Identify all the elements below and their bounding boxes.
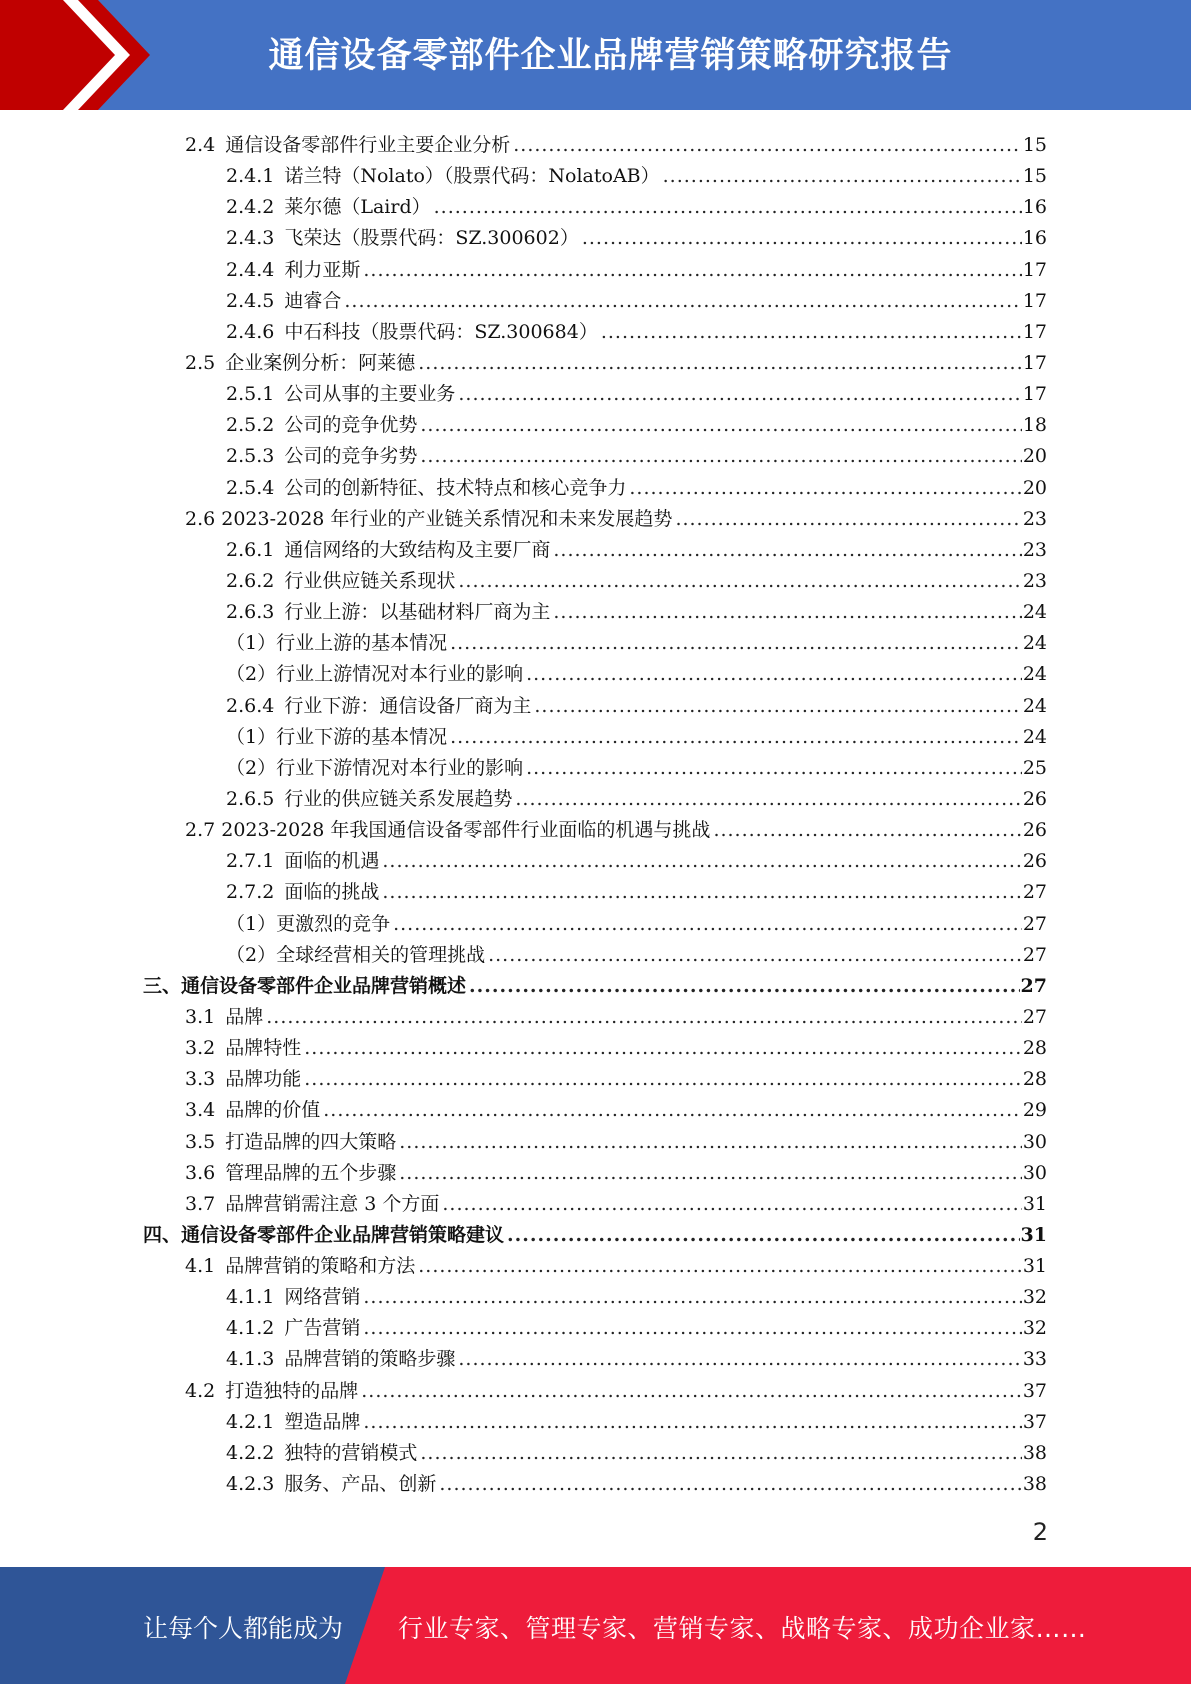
toc-entry-number: 2.4.4 bbox=[226, 258, 275, 281]
toc-entry[interactable] bbox=[0, 1127, 1191, 1158]
toc-dot-leader bbox=[458, 566, 1021, 597]
toc-entry[interactable] bbox=[0, 971, 1191, 1002]
toc-dot-leader bbox=[450, 722, 1022, 753]
toc-entry-number: 2.4.5 bbox=[226, 289, 275, 312]
toc-entry-page: 24 bbox=[1022, 663, 1047, 686]
toc-entry-page: 15 bbox=[1022, 134, 1047, 156]
toc-entry-title: 利力亚斯 bbox=[284, 258, 361, 281]
toc-dot-leader bbox=[344, 286, 1021, 317]
toc-entry[interactable] bbox=[0, 1344, 1191, 1375]
toc-entry-title: （2）全球经营相关的管理挑战 bbox=[226, 943, 486, 966]
toc-dot-leader bbox=[363, 1282, 1021, 1313]
toc-entry-number: 4.2.2 bbox=[226, 1441, 275, 1464]
toc-dot-leader bbox=[663, 161, 1022, 192]
toc-entry-number: 3.6 bbox=[185, 1161, 216, 1184]
toc-dot-leader bbox=[418, 348, 1022, 379]
toc-entry-title: 打造品牌的四大策略 bbox=[225, 1130, 397, 1153]
toc-dot-leader bbox=[361, 1376, 1022, 1407]
toc-entry-page: 32 bbox=[1022, 1317, 1047, 1340]
toc-dot-leader bbox=[469, 971, 1020, 1002]
toc-entry-number: 2.6.2 bbox=[226, 569, 275, 592]
toc-entry[interactable] bbox=[0, 691, 1191, 722]
toc-entry-page: 38 bbox=[1022, 1473, 1047, 1496]
toc-entry-page: 23 bbox=[1022, 538, 1047, 561]
toc-dot-leader bbox=[515, 784, 1021, 815]
toc-entry-number: 3.2 bbox=[185, 1037, 216, 1060]
toc-entry-page: 37 bbox=[1022, 1410, 1047, 1433]
toc-entry-page: 37 bbox=[1022, 1379, 1047, 1402]
toc-entry-number: 2.6.3 bbox=[226, 601, 275, 624]
toc-entry-page: 27 bbox=[1022, 943, 1047, 966]
toc-dot-leader bbox=[363, 1313, 1021, 1344]
toc-entry-title: 品牌功能 bbox=[225, 1068, 302, 1091]
toc-entry[interactable] bbox=[0, 348, 1191, 379]
toc-entry-page: 17 bbox=[1022, 351, 1047, 374]
toc-entry[interactable] bbox=[0, 1251, 1191, 1282]
toc-entry[interactable] bbox=[0, 1158, 1191, 1189]
toc-entry-number: 2.4.3 bbox=[226, 227, 275, 250]
toc-entry[interactable] bbox=[0, 909, 1191, 940]
toc-entry-number: 2.6.1 bbox=[226, 538, 275, 561]
toc-entry-page: 38 bbox=[1022, 1441, 1047, 1464]
toc-entry[interactable] bbox=[0, 255, 1191, 286]
toc-dot-leader bbox=[534, 691, 1021, 722]
toc-entry-title: 面临的机遇 bbox=[284, 850, 380, 873]
toc-entry-page: 24 bbox=[1022, 725, 1047, 748]
toc-entry-page: 17 bbox=[1022, 258, 1047, 281]
toc-entry[interactable] bbox=[0, 317, 1191, 348]
toc-entry-title: 2.6 2023-2028 年行业的产业链关系情况和未来发展趋势 bbox=[185, 507, 673, 530]
toc-entry[interactable] bbox=[0, 130, 1191, 161]
toc-dot-leader bbox=[458, 379, 1021, 410]
toc-entry-title: 品牌营销需注意 3 个方面 bbox=[225, 1192, 440, 1215]
toc-entry-page: 27 bbox=[1020, 974, 1047, 997]
toc-entry[interactable] bbox=[0, 815, 1191, 846]
toc-entry-number: 4.2.3 bbox=[226, 1473, 275, 1496]
toc-dot-leader bbox=[420, 1438, 1021, 1469]
toc-entry-number: 2.5.3 bbox=[226, 445, 275, 468]
toc-entry-page: 20 bbox=[1022, 445, 1047, 468]
toc-entry-title: 管理品牌的五个步骤 bbox=[225, 1161, 397, 1184]
toc-entry-number: 2.4.6 bbox=[226, 320, 275, 343]
toc-entry[interactable] bbox=[0, 1282, 1191, 1313]
toc-entry-title: 四、通信设备零部件企业品牌营销策略建议 bbox=[143, 1223, 505, 1246]
toc-entry[interactable] bbox=[0, 1313, 1191, 1344]
footer-slogan-left: 让每个人都能成为 bbox=[143, 1614, 344, 1643]
toc-entry-title: 行业上游：以基础材料厂商为主 bbox=[284, 601, 551, 624]
toc-entry-page: 23 bbox=[1022, 507, 1047, 530]
toc-entry[interactable] bbox=[0, 1438, 1191, 1469]
toc-entry-title: 迪睿合 bbox=[284, 289, 342, 312]
toc-entry-number: 4.2 bbox=[185, 1379, 216, 1402]
report-title: 通信设备零部件企业品牌营销策略研究报告 bbox=[268, 36, 953, 76]
toc-entry[interactable] bbox=[0, 223, 1191, 254]
toc-dot-leader bbox=[266, 1002, 1022, 1033]
toc-entry-title: 公司的创新特征、技术特点和核心竞争力 bbox=[284, 476, 627, 499]
toc-dot-leader bbox=[399, 1158, 1022, 1189]
toc-entry-page: 15 bbox=[1022, 165, 1047, 188]
toc-dot-leader bbox=[418, 1251, 1022, 1282]
toc-entry-number: 2.6.5 bbox=[226, 787, 275, 810]
toc-dot-leader bbox=[513, 130, 1022, 161]
toc-entry-title: 企业案例分析：阿莱德 bbox=[225, 351, 416, 374]
toc-entry[interactable] bbox=[0, 877, 1191, 908]
toc-entry-page: 27 bbox=[1022, 881, 1047, 904]
toc-entry-number: 2.5.2 bbox=[226, 414, 275, 437]
toc-dot-leader bbox=[442, 1189, 1021, 1220]
toc-entry-number: 3.1 bbox=[185, 1005, 216, 1028]
toc-entry[interactable] bbox=[0, 410, 1191, 441]
toc-dot-leader bbox=[553, 597, 1021, 628]
toc-dot-leader bbox=[304, 1064, 1022, 1095]
toc-entry-number: 2.7.1 bbox=[226, 850, 275, 873]
toc-dot-leader bbox=[526, 659, 1022, 690]
toc-entry[interactable] bbox=[0, 1033, 1191, 1064]
toc-entry-page: 29 bbox=[1022, 1099, 1047, 1122]
toc-entry-title: 行业的供应链关系发展趋势 bbox=[284, 787, 513, 810]
toc-entry[interactable] bbox=[0, 753, 1191, 784]
toc-entry[interactable] bbox=[0, 504, 1191, 535]
toc-entry-title: （1）行业上游的基本情况 bbox=[226, 632, 448, 655]
toc-entry[interactable] bbox=[0, 566, 1191, 597]
toc-entry-page: 31 bbox=[1022, 1255, 1047, 1278]
toc-entry[interactable] bbox=[0, 1376, 1191, 1407]
toc-dot-leader bbox=[526, 753, 1022, 784]
toc-entry-title: 品牌营销的策略和方法 bbox=[225, 1255, 416, 1278]
toc-entry-page: 32 bbox=[1022, 1286, 1047, 1309]
toc-dot-leader bbox=[450, 628, 1022, 659]
toc-entry-number: 3.7 bbox=[185, 1192, 216, 1215]
toc-entry-number: 3.4 bbox=[185, 1099, 216, 1122]
toc-entry-page: 24 bbox=[1022, 601, 1047, 624]
toc-entry-page: 30 bbox=[1022, 1130, 1047, 1153]
toc-entry-title: 2.7 2023-2028 年我国通信设备零部件行业面临的机遇与挑战 bbox=[185, 819, 711, 842]
toc-dot-leader bbox=[488, 940, 1022, 971]
toc-entry[interactable] bbox=[0, 1469, 1191, 1500]
toc-entry-title: 公司的竞争优势 bbox=[284, 414, 418, 437]
toc-entry-page: 30 bbox=[1022, 1161, 1047, 1184]
toc-dot-leader bbox=[363, 1407, 1021, 1438]
toc-entry-title: 通信网络的大致结构及主要厂商 bbox=[284, 538, 551, 561]
toc-entry-page: 28 bbox=[1022, 1068, 1047, 1091]
toc-dot-leader bbox=[713, 815, 1021, 846]
toc-entry-title: 塑造品牌 bbox=[284, 1410, 361, 1433]
toc-entry[interactable] bbox=[0, 628, 1191, 659]
toc-entry-number: 2.5 bbox=[185, 351, 216, 374]
toc-entry-title: 飞荣达（股票代码：SZ.300602） bbox=[284, 227, 579, 250]
toc-entry[interactable] bbox=[0, 1220, 1191, 1251]
toc-entry-title: 公司的竞争劣势 bbox=[284, 445, 418, 468]
toc-entry-title: 中石科技（股票代码：SZ.300684） bbox=[284, 320, 598, 343]
toc-entry-page: 17 bbox=[1022, 320, 1047, 343]
toc-entry-page: 31 bbox=[1022, 1192, 1047, 1215]
toc-dot-leader bbox=[675, 504, 1021, 535]
toc-entry[interactable] bbox=[0, 940, 1191, 971]
toc-dot-leader bbox=[582, 223, 1022, 254]
toc-entry[interactable] bbox=[0, 846, 1191, 877]
toc-dot-leader bbox=[601, 317, 1022, 348]
toc-entry-page: 24 bbox=[1022, 632, 1047, 655]
toc-entry[interactable] bbox=[0, 286, 1191, 317]
toc-entry-page: 26 bbox=[1022, 787, 1047, 810]
toc-entry-page: 27 bbox=[1022, 912, 1047, 935]
toc-entry-title: 通信设备零部件行业主要企业分析 bbox=[225, 134, 511, 156]
toc-dot-leader bbox=[434, 192, 1022, 223]
toc-entry-number: 2.4.2 bbox=[226, 196, 275, 219]
toc-entry-title: （1）更激烈的竞争 bbox=[226, 912, 391, 935]
toc-entry[interactable] bbox=[0, 161, 1191, 192]
toc-entry-page: 16 bbox=[1022, 196, 1047, 219]
toc-entry-title: 品牌特性 bbox=[225, 1037, 302, 1060]
toc-entry-title: 莱尔德（Laird） bbox=[284, 196, 431, 219]
toc-entry[interactable] bbox=[0, 379, 1191, 410]
toc-entry-number: 4.1.3 bbox=[226, 1348, 275, 1371]
toc-entry-title: 面临的挑战 bbox=[284, 881, 380, 904]
toc-entry-title: 行业下游：通信设备厂商为主 bbox=[284, 694, 532, 717]
toc-entry-page: 25 bbox=[1022, 756, 1047, 779]
page-header bbox=[0, 0, 1191, 110]
toc-dot-leader bbox=[304, 1033, 1022, 1064]
toc-dot-leader bbox=[420, 410, 1021, 441]
toc-entry-number: 2.4 bbox=[185, 134, 216, 156]
toc-entry[interactable] bbox=[0, 784, 1191, 815]
toc-entry[interactable] bbox=[0, 473, 1191, 504]
toc-entry-page: 26 bbox=[1022, 819, 1047, 842]
toc-entry-page: 20 bbox=[1022, 476, 1047, 499]
toc-entry[interactable] bbox=[0, 1002, 1191, 1033]
toc-entry-title: 品牌营销的策略步骤 bbox=[284, 1348, 456, 1371]
toc-dot-leader bbox=[553, 535, 1021, 566]
toc-entry[interactable] bbox=[0, 441, 1191, 472]
toc-entry-title: 独特的营销模式 bbox=[284, 1441, 418, 1464]
toc-entry-page: 17 bbox=[1022, 383, 1047, 406]
toc-entry[interactable] bbox=[0, 1064, 1191, 1095]
toc-entry-title: 广告营销 bbox=[284, 1317, 361, 1340]
toc-entry-number: 4.1 bbox=[185, 1255, 216, 1278]
toc-entry-title: （1）行业下游的基本情况 bbox=[226, 725, 448, 748]
toc-dot-leader bbox=[629, 473, 1021, 504]
toc-entry[interactable] bbox=[0, 1407, 1191, 1438]
toc-entry-title: 网络营销 bbox=[284, 1286, 361, 1309]
toc-entry-title: （2）行业上游情况对本行业的影响 bbox=[226, 663, 524, 686]
toc-dot-leader bbox=[507, 1220, 1020, 1251]
toc-entry-title: 品牌 bbox=[225, 1005, 264, 1028]
toc-dot-leader bbox=[393, 909, 1022, 940]
toc-entry[interactable] bbox=[0, 659, 1191, 690]
table-of-contents bbox=[0, 130, 1191, 1500]
toc-entry-page: 16 bbox=[1022, 227, 1047, 250]
toc-entry-title: 服务、产品、创新 bbox=[284, 1473, 437, 1496]
toc-entry-page: 31 bbox=[1020, 1223, 1047, 1246]
toc-entry-title: 三、通信设备零部件企业品牌营销概述 bbox=[143, 974, 467, 997]
toc-entry[interactable] bbox=[0, 1189, 1191, 1220]
toc-entry[interactable] bbox=[0, 535, 1191, 566]
footer-slogan-right: 行业专家、管理专家、营销专家、战略专家、成功企业家…… bbox=[398, 1614, 1087, 1643]
toc-entry-title: 打造独特的品牌 bbox=[225, 1379, 359, 1402]
toc-entry[interactable] bbox=[0, 1095, 1191, 1126]
toc-entry-number: 2.6.4 bbox=[226, 694, 275, 717]
toc-entry-number: 2.5.4 bbox=[226, 476, 275, 499]
toc-entry-title: 诺兰特（Nolato）（股票代码：NolatoAB） bbox=[284, 165, 660, 188]
toc-entry-number: 2.4.1 bbox=[226, 165, 275, 188]
toc-entry-page: 28 bbox=[1022, 1037, 1047, 1060]
toc-entry-page: 23 bbox=[1022, 569, 1047, 592]
toc-entry-number: 3.5 bbox=[185, 1130, 216, 1153]
toc-entry-page: 24 bbox=[1022, 694, 1047, 717]
toc-entry-number: 4.1.1 bbox=[226, 1286, 275, 1309]
toc-dot-leader bbox=[382, 846, 1021, 877]
toc-entry-number: 4.2.1 bbox=[226, 1410, 275, 1433]
toc-dot-leader bbox=[382, 877, 1021, 908]
page-footer bbox=[0, 1567, 1191, 1684]
toc-entry-number: 2.5.1 bbox=[226, 383, 275, 406]
toc-entry-title: 行业供应链关系现状 bbox=[284, 569, 456, 592]
toc-dot-leader bbox=[439, 1469, 1021, 1500]
toc-entry-page: 33 bbox=[1022, 1348, 1047, 1371]
toc-dot-leader bbox=[458, 1344, 1021, 1375]
toc-entry-page: 26 bbox=[1022, 850, 1047, 873]
toc-entry-number: 3.3 bbox=[185, 1068, 216, 1091]
toc-entry-page: 27 bbox=[1022, 1005, 1047, 1028]
toc-dot-leader bbox=[399, 1127, 1022, 1158]
toc-entry[interactable] bbox=[0, 192, 1191, 223]
toc-entry-page: 18 bbox=[1022, 414, 1047, 437]
toc-dot-leader bbox=[420, 441, 1021, 472]
toc-entry-title: （2）行业下游情况对本行业的影响 bbox=[226, 756, 524, 779]
page-number: 2 bbox=[1032, 1518, 1048, 1546]
toc-entry-page: 17 bbox=[1022, 289, 1047, 312]
toc-entry-number: 4.1.2 bbox=[226, 1317, 275, 1340]
toc-dot-leader bbox=[323, 1095, 1022, 1126]
toc-entry-title: 公司从事的主要业务 bbox=[284, 383, 456, 406]
toc-entry-number: 2.7.2 bbox=[226, 881, 275, 904]
toc-dot-leader bbox=[363, 255, 1021, 286]
toc-entry[interactable] bbox=[0, 722, 1191, 753]
toc-entry-title: 品牌的价值 bbox=[225, 1099, 321, 1122]
toc-entry[interactable] bbox=[0, 597, 1191, 628]
